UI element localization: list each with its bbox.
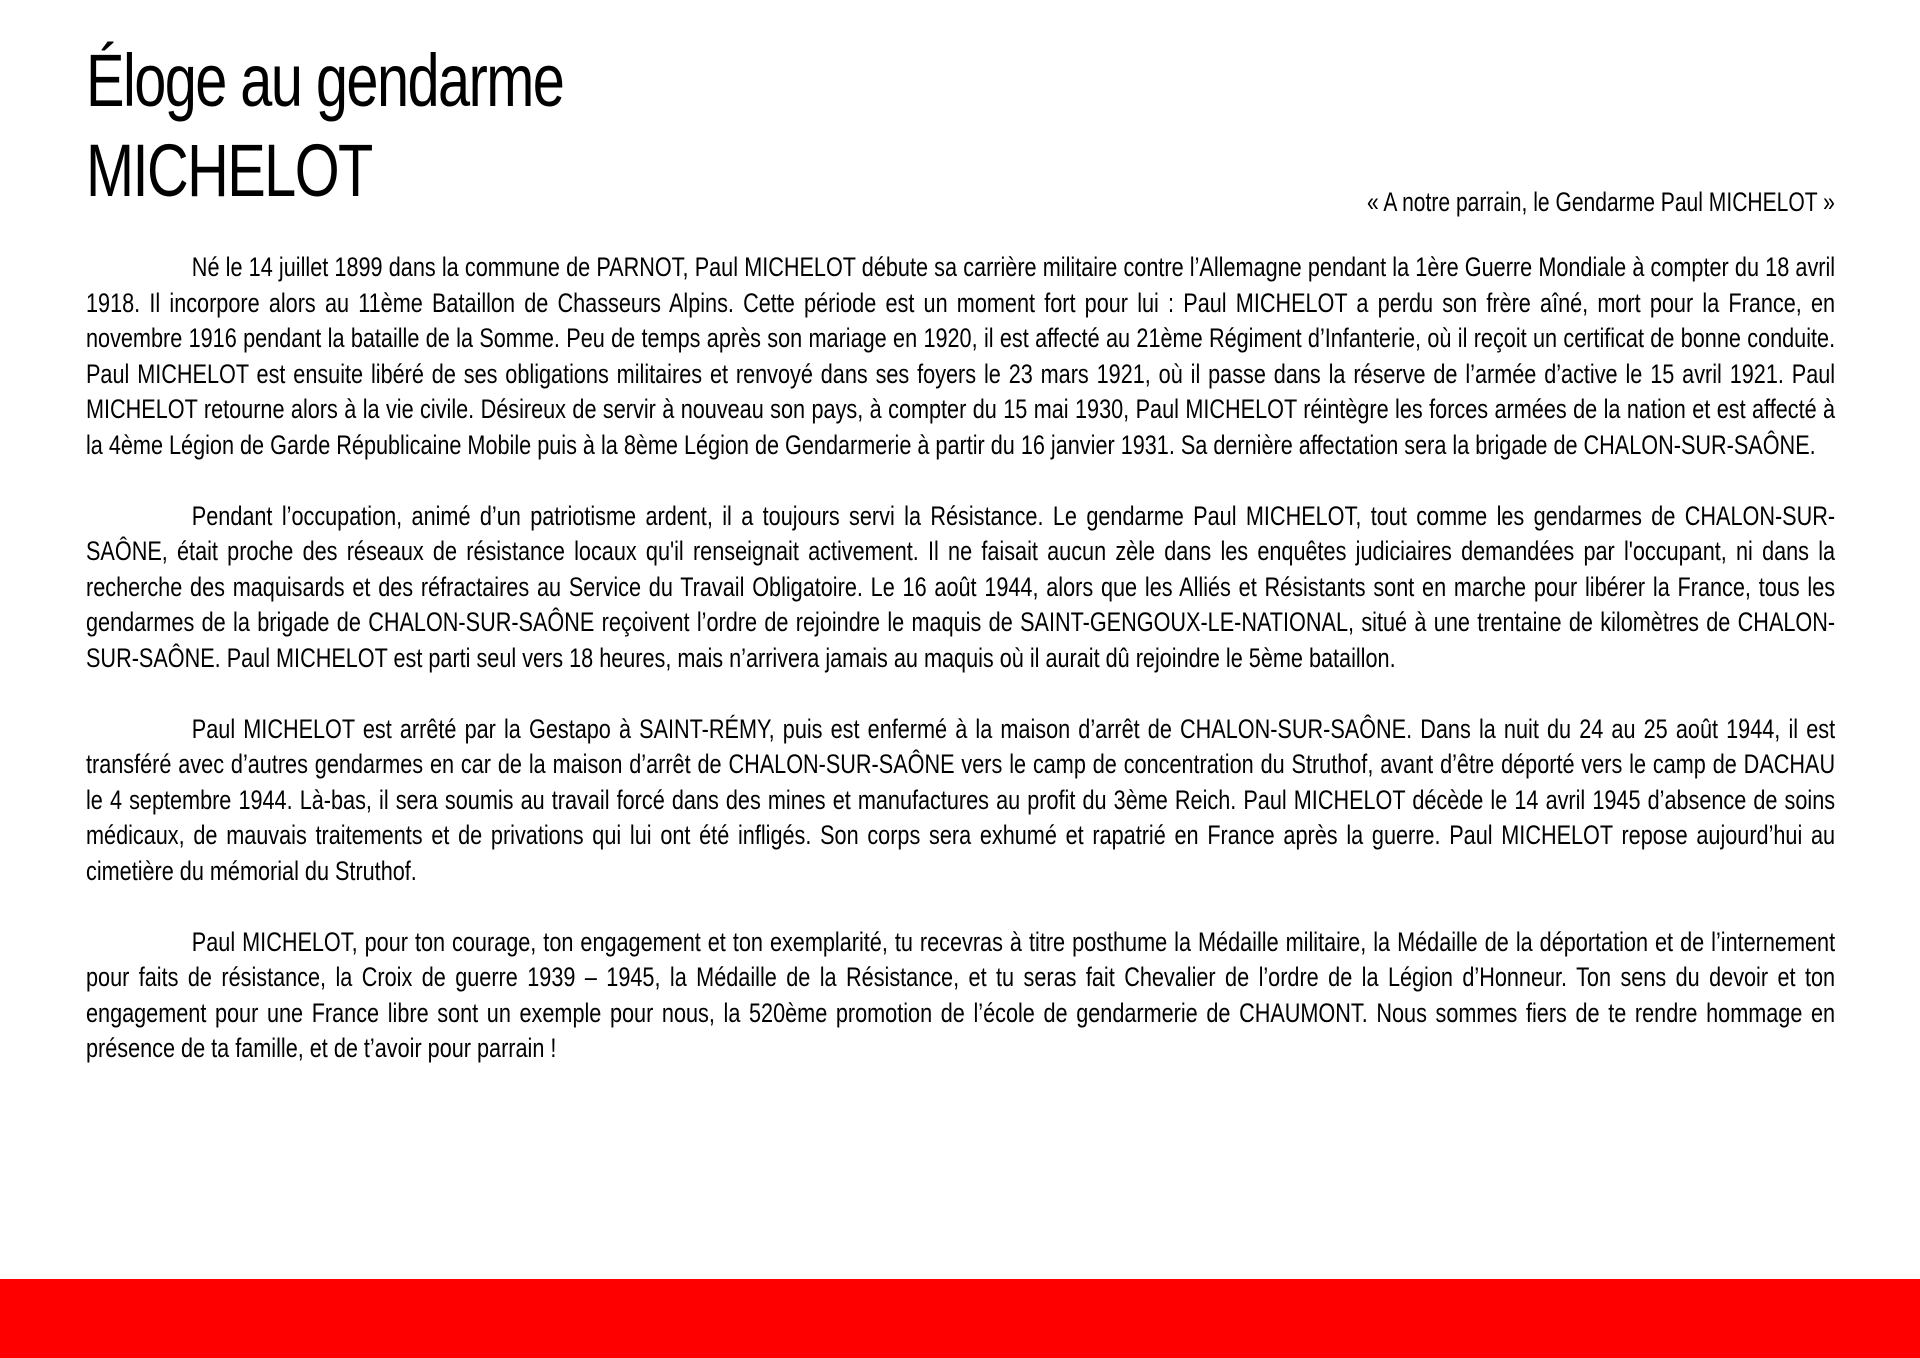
title-line-1: Éloge au gendarme xyxy=(86,39,564,122)
body-text xyxy=(86,250,1835,1102)
paragraph-3: Paul MICHELOT est arrêté par la Gestapo à SAINT-RÉMY, puis est enfermé à la maison d’arrêt de CHALON-SUR-SAÔNE. Dans la nuit du 24 au 25 août 1944, il est transféré avec d’autres gendarmes en car de la maison d’arrêt de CHALON-SUR-SAÔNE vers le camp de concentration du Struthof, avant d’être déporté vers le camp de DACHAU le 4 septembre 1944. Là-bas, il sera soumis au travail forcé dans des mines et manufactures au profit du 3ème Reich. Paul MICHELOT décède le 14 avril 1945 d’absence de soins médicaux, de mauvais traitements et de privations qui lui ont été infligés. Son corps sera exhumé et rapatrié en France après la guerre. Paul MICHELOT repose aujourd’hui au cimetière du mémorial du Struthof. xyxy=(86,713,1836,886)
paragraph-4: Paul MICHELOT, pour ton courage, ton engagement et ton exemplarité, tu recevras à titre posthume la Médaille militaire, la Médaille de la déportation et de l’internement pour faits de résistance, la Croix de guerre 1939 – 1945, la Médaille de la Résistance, et tu seras fait Chevalier de l’ordre de la Légion d’Honneur. Ton sens du devoir et ton engagement pour une France libre sont un exemple pour nous, la 520ème promotion de l’école de gendarmerie de CHAUMONT. Nous sommes fiers de te rendre hommage en présence de ta famille, et de t’avoir pour parrain ! xyxy=(86,926,1836,1063)
paragraph-1: Né le 14 juillet 1899 dans la commune de PARNOT, Paul MICHELOT débute sa carrière militaire contre l’Allemagne pendant la 1ère Guerre Mondiale à compter du 18 avril 1918. Il incorpore alors au 11ème Bataillon de Chasseurs Alpins. Cette période est un moment fort pour lui : Paul MICHELOT a perdu son frère aîné, mort pour la France, en novembre 1916 pendant la bataille de la Somme. Peu de temps après son mariage en 1920, il est affecté au 21ème Régiment d’Infanterie, où il reçoit un certificat de bonne conduite. Paul MICHELOT est ensuite libéré de ses obligations militaires et renvoyé dans ses foyers le 23 mars 1921, où il passe dans la réserve de l’armée d’active le 15 avril 1921. Paul MICHELOT retourne alors à la vie civile. Désireux de servir à nouveau son pays, à compter du 15 mai 1930, Paul MICHELOT réintègre les forces armées de la nation et est affecté à la 4ème Légion de Garde Républicaine Mobile puis à la 8ème Légion de Gendarmerie à partir du 16 janvier 1931. Sa dernière affectation sera la brigade de CHALON-SUR-SAÔNE. xyxy=(86,252,1836,460)
title-line-2: MICHELOT xyxy=(86,129,372,212)
dedication-quote: « A notre parrain, le Gendarme Paul MICHELOT » xyxy=(1367,187,1835,217)
paragraph-2: Pendant l’occupation, animé d’un patriotisme ardent, il a toujours servi la Résistance. Le gendarme Paul MICHELOT, tout comme les gendarmes de CHALON-SUR-SAÔNE, était proche des réseaux de résistance locaux qu'il renseignait activement. Il ne faisait aucun zèle dans les enquêtes judiciaires demandées par l'occupant, ni dans la recherche des maquisards et des réfractaires au Service du Travail Obligatoire. Le 16 août 1944, alors que les Alliés et Résistants sont en marche pour libérer la France, tous les gendarmes de la brigade de CHALON-SUR-SAÔNE reçoivent l’ordre de rejoindre le maquis de SAINT-GENGOUX-LE-NATIONAL, situé à une trentaine de kilomètres de CHALON-SUR-SAÔNE. Paul MICHELOT est parti seul vers 18 heures, mais n’arrivera jamais au maquis où il aurait dû rejoindre le 5ème bataillon. xyxy=(86,500,1836,673)
footer-red-bar xyxy=(0,1279,1920,1358)
page-title xyxy=(86,36,563,216)
